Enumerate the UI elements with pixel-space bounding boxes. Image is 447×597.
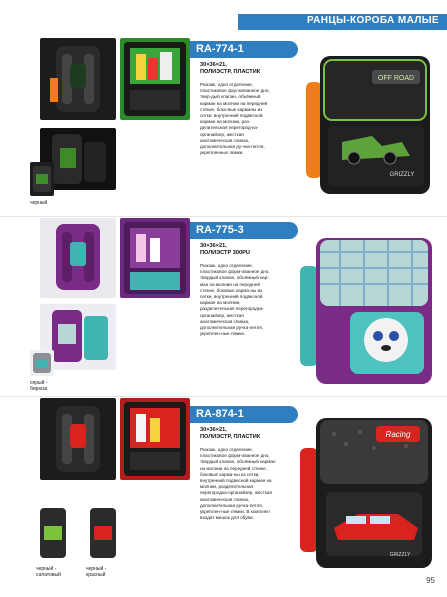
divider-1 [0, 216, 447, 217]
product-2-variant-swatch [30, 350, 54, 376]
product-1-inside-photo [120, 38, 190, 120]
product-2-variant-label: серый - бирюза [30, 380, 48, 392]
product-2-inside-photo [120, 218, 190, 298]
bag-1-print-2: GRIZZLY [389, 172, 415, 178]
backpack-inside-image [120, 38, 190, 120]
product-1-code: RA-774-1 [196, 43, 244, 55]
backpack-variant-image [30, 350, 54, 376]
backpack-main-image [292, 42, 442, 200]
product-2-specs: 30×36×21, ПОЛИЭСТР 300PU [200, 243, 250, 256]
backpack-variant-image [30, 162, 54, 196]
product-3-variant-swatch-green [34, 504, 72, 562]
product-2-main-photo [290, 222, 442, 390]
bag-3-print-1: Racing [385, 430, 411, 439]
backpack-back-image [40, 218, 116, 298]
product-3-specs: 30×36×21, ПОЛИЭСТР, ПЛАСТИК [200, 427, 261, 440]
product-1-description: Рюкзак, одно отделение, пластиковое фор-мованное дно, твер-дый клапан, объёмный карман на молнии на передней стенке, боко-вые карманы из сетки, внутренний подвесной карман на молнии, раз-делительная перегород-ка-органайзер, жесткая анатомическая спинка, дополнительная ру-чка-петля, укрепленные лямки. [200, 82, 270, 156]
product-2-description: Рюкзак, одно отделение, пластиковое форм-ованное дно, твердый клапан, объёмный кар-ман на молнии на передней стенке, боковые карма-ны из сетки, внутренний подвесной карман на молнии, разделительная перегородка-органайзер, жесткая анатомическая спинка, дополнительная ручка-петля, укреплен-ные лямки. [200, 263, 270, 337]
divider-2 [0, 396, 447, 397]
product-1-variant-swatch [30, 162, 54, 196]
product-3-inside-photo [120, 398, 190, 480]
backpack-main-image [290, 404, 442, 572]
backpack-variant-image [34, 504, 72, 562]
bag-3-print-2: GRIZZLY [389, 552, 411, 558]
backpack-variant-image [84, 504, 122, 562]
product-2-code: RA-775-3 [196, 224, 244, 236]
bag-1-print-1: OFF ROAD [377, 75, 415, 82]
page-number: 95 [426, 576, 435, 585]
product-3-main-photo [290, 404, 442, 572]
product-1-variant-label: черный [30, 200, 48, 206]
section-title: РАНЦЫ-КОРОБА МАЛЫЕ [306, 15, 439, 26]
backpack-inside-image [120, 218, 190, 298]
product-1-code-bar [190, 41, 298, 58]
product-1-main-photo [292, 42, 442, 200]
backpack-inside-image [120, 398, 190, 480]
product-3-back-photo [40, 398, 116, 480]
product-3-code-bar [190, 406, 298, 423]
product-1-back-photo [40, 38, 116, 120]
backpack-back-image [40, 38, 116, 120]
backpack-main-image [290, 222, 442, 390]
product-3-variant-label-2: черный - красный [86, 566, 107, 578]
section-header [238, 14, 447, 30]
product-3-description: Рюкзак, одно отделение, пластиковое форм-ованное дно, твердый клапан, объёмный карман на молнии на передней стенке, боковые карма-ны из сетки, внутренний подвесной карман на молнии, разделительная перегородка-органайзер, жесткая анатомическая спинка, дополнительная ручка-петля, укреплен-ные лямки. В комплект входит мешок для обуви. [200, 447, 276, 521]
backpack-back-image [40, 398, 116, 480]
product-3-variant-label-1: черный - салатовый [36, 566, 61, 578]
product-3-code: RA-874-1 [196, 408, 244, 420]
product-2-back-photo [40, 218, 116, 298]
product-2-code-bar [190, 222, 298, 239]
product-1-specs: 30×36×21, ПОЛИЭСТР, ПЛАСТИК [200, 62, 261, 75]
product-3-variant-swatch-red [84, 504, 122, 562]
